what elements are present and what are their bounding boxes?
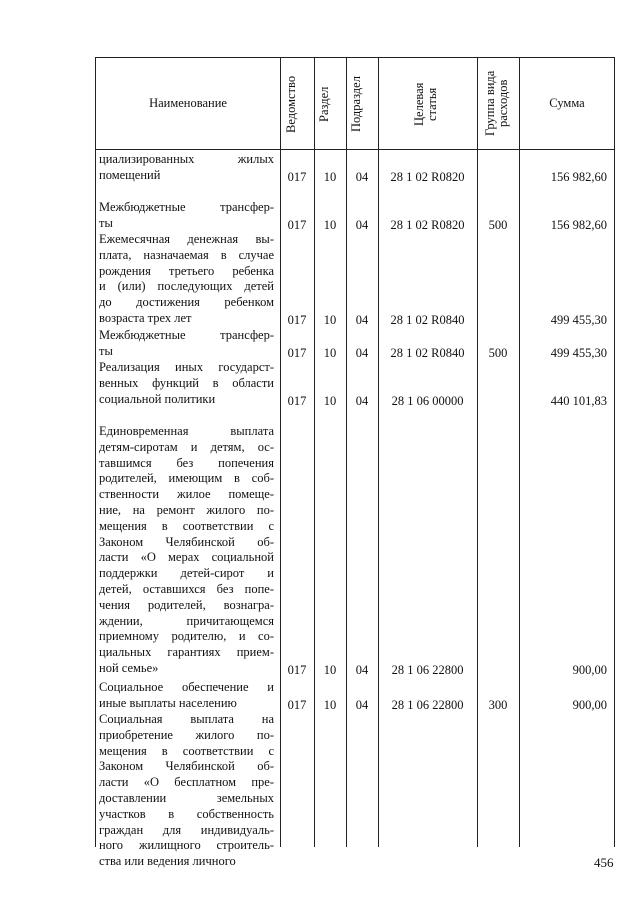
- row-podr: 04: [355, 697, 369, 712]
- row-name-line: поддержки детей-сирот и: [99, 566, 274, 581]
- row-name-line: ства или ведения личного: [99, 854, 236, 869]
- col-border-4: [378, 57, 379, 847]
- row-vr: 500: [488, 345, 508, 360]
- row-name-line: мещения в соответствии с: [99, 518, 274, 533]
- row-name-line: приемному родителю, и со-: [99, 629, 274, 644]
- row-ved: 017: [287, 169, 307, 184]
- row-name: [99, 200, 274, 232]
- row-ved: 017: [287, 313, 307, 327]
- row-name-line: приобретение жилого по-: [99, 727, 274, 742]
- row-name: [99, 360, 274, 407]
- header-celevaya-line1: Целевая: [412, 82, 426, 126]
- col-border-5: [477, 57, 478, 847]
- row-ved: 017: [287, 217, 307, 232]
- row-podr: 04: [355, 345, 369, 360]
- row-vr: 500: [488, 217, 508, 232]
- row-vr: 300: [488, 697, 508, 712]
- row-name-line: ние, на ремонт жилого по-: [99, 502, 274, 517]
- row-sum: 900,00: [572, 663, 607, 677]
- row-name-line: рождения третьего ребенка: [99, 263, 274, 278]
- row-name: [99, 232, 274, 327]
- row-name-line: Межбюджетные трансфер-: [99, 328, 274, 342]
- row-name-line: граждан для индивидуаль-: [99, 822, 274, 837]
- row-name-line: социальной политики: [99, 391, 216, 406]
- row-name-line: участков в собственность: [99, 806, 274, 821]
- row-name-line: циальных гарантиях прием-: [99, 645, 274, 660]
- row-name-line: ты: [99, 343, 113, 358]
- row-sum: 156 982,60: [550, 169, 607, 184]
- row-name-line: ственности жилое помеще-: [99, 487, 274, 502]
- row-name-line: ты: [99, 215, 113, 230]
- row-ved: 017: [287, 697, 307, 712]
- row-podr: 04: [355, 393, 369, 408]
- header-gruppa-line2: расходов: [496, 79, 510, 127]
- row-name-line: плата, назначаемая в случае: [99, 247, 274, 262]
- header-gruppa: [484, 60, 514, 146]
- row-podr: 04: [355, 663, 369, 677]
- row-name-line: чения родителей, вознагра-: [99, 597, 274, 612]
- row-name-line: иные выплаты населению: [99, 695, 237, 710]
- row-cs: 28 1 02 R0820: [390, 169, 465, 184]
- row-name-line: родителей, имеющим в соб-: [99, 471, 274, 486]
- col-border-2: [314, 57, 315, 847]
- row-name-line: Единовременная выплата: [99, 424, 274, 438]
- row-sum: 499 455,30: [550, 313, 607, 327]
- row-name-line: венных функций в области: [99, 375, 274, 390]
- row-name-line: Реализация иных государст-: [99, 360, 274, 374]
- row-name: [99, 152, 274, 184]
- row-razd: 10: [323, 217, 337, 232]
- row-name-line: циализированных жилых: [99, 152, 274, 166]
- row-name: [99, 712, 274, 870]
- row-name-line: Межбюджетные трансфер-: [99, 200, 274, 214]
- row-name: [99, 680, 274, 712]
- header-gruppa-line1: Группа вида: [483, 70, 497, 136]
- col-border-0: [95, 57, 96, 847]
- row-podr: 04: [355, 313, 369, 327]
- row-name-line: до достижения ребенком: [99, 295, 274, 310]
- row-name-line: ной семье»: [99, 660, 159, 675]
- row-razd: 10: [323, 663, 337, 677]
- row-sum: 499 455,30: [550, 345, 607, 360]
- row-cs: 28 1 06 00000: [391, 393, 464, 408]
- row-name-line: Социальное обеспечение и: [99, 680, 274, 694]
- row-razd: 10: [323, 393, 337, 408]
- row-ved: 017: [287, 393, 307, 408]
- row-name: [99, 424, 274, 677]
- row-cs: 28 1 02 R0840: [390, 345, 465, 360]
- row-ved: 017: [287, 345, 307, 360]
- row-razd: 10: [323, 697, 337, 712]
- row-name-line: ждении, причитающемся: [99, 613, 274, 628]
- header-podrazdel: Подраздел: [349, 76, 363, 132]
- row-cs: 28 1 02 R0820: [390, 217, 465, 232]
- row-razd: 10: [323, 313, 337, 327]
- row-cs: 28 1 06 22800: [391, 663, 464, 677]
- col-border-3: [346, 57, 347, 847]
- row-sum: 156 982,60: [550, 217, 607, 232]
- header-summa: Сумма: [549, 96, 585, 110]
- row-podr: 04: [355, 217, 369, 232]
- header-bottom-border: [95, 149, 615, 150]
- col-border-7: [614, 57, 615, 847]
- row-name-line: Ежемесячная денежная вы-: [99, 232, 274, 246]
- row-name-line: доставлении земельных: [99, 790, 274, 805]
- row-name-line: Законом Челябинской об-: [99, 534, 274, 549]
- row-cs: 28 1 06 22800: [391, 697, 464, 712]
- row-name-line: ласти «О бесплатном пре-: [99, 775, 274, 790]
- row-cs: 28 1 02 R0840: [390, 313, 465, 327]
- row-name-line: детей, оставшихся без попе-: [99, 581, 274, 596]
- row-ved: 017: [287, 663, 307, 677]
- row-podr: 04: [355, 169, 369, 184]
- row-razd: 10: [323, 345, 337, 360]
- row-name-line: ласти «О мерах социальной: [99, 550, 274, 565]
- header-celevaya-line2: статья: [425, 87, 439, 121]
- row-name-line: Социальная выплата на: [99, 712, 274, 726]
- header-razdel: Раздел: [317, 86, 331, 122]
- row-name-line: тавшимся без попечения: [99, 455, 274, 470]
- row-name: [99, 328, 274, 360]
- header-name: Наименование: [149, 96, 227, 110]
- row-name-line: Законом Челябинской об-: [99, 759, 274, 774]
- header-celevaya: [413, 62, 443, 146]
- row-name-line: мещения в соответствии с: [99, 743, 274, 758]
- table-top-border: [95, 57, 615, 58]
- header-vedomstvo: Ведомство: [284, 75, 298, 133]
- row-name-line: ного жилищного строитель-: [99, 838, 274, 853]
- row-razd: 10: [323, 169, 337, 184]
- row-name-line: помещений: [99, 167, 161, 182]
- page-number: 456: [594, 855, 614, 870]
- row-name-line: детям-сиротам и детям, ос-: [99, 439, 274, 454]
- row-sum: 440 101,83: [550, 393, 607, 408]
- col-border-1: [280, 57, 281, 847]
- row-sum: 900,00: [572, 697, 607, 712]
- row-name-line: возраста трех лет: [99, 310, 192, 325]
- row-name-line: и (или) последующих детей: [99, 279, 274, 294]
